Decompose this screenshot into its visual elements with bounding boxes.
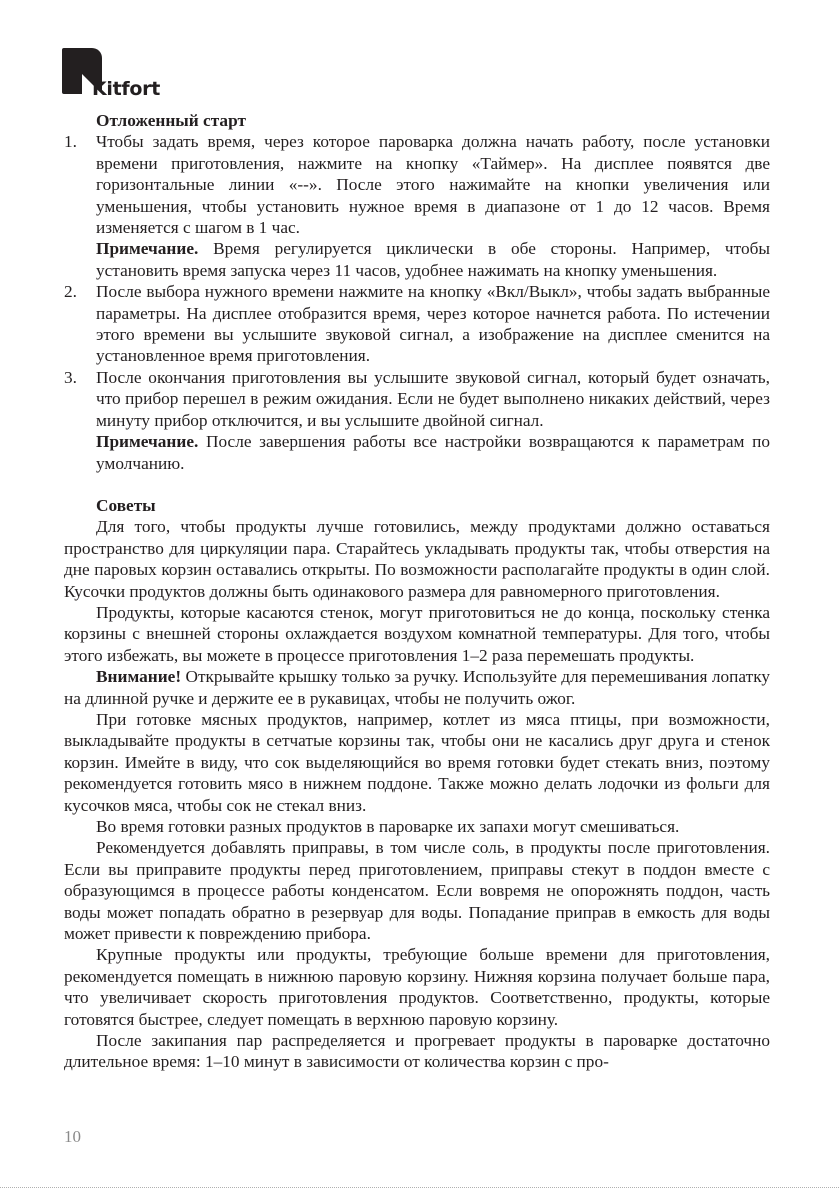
- note-label: Примечание.: [96, 239, 199, 259]
- note-text: Время регулируется циклически в обе стороны. Например, чтобы установить время запуска через 11 часов, удобнее нажимать на кнопку уменьшения.: [96, 239, 770, 280]
- tips-paragraph: Продукты, которые касаются стенок, могут приготовиться не до конца, поскольку стенка корзины с внешней стороны охлаждается воздухом комнатной температуры. Для того, чтобы этого избежать, вы можете в процессе приготовления 1–2 раза перемешать продукты.: [64, 602, 770, 665]
- tips-paragraph: Рекомендуется добавлять приправы, в том числе соль, в продукты после приготовления. Если вы приправите продукты перед приготовлением, приправы стекут в поддон вместе с образующимся в процессе работы конденсатом. Если вовремя не опорожнять поддон, часть воды может попадать обратно в резервуар для воды. Попадание приправ в емкость для воды может привести к повреждению прибора.: [64, 838, 770, 944]
- tips-paragraph: Крупные продукты или продукты, требующие больше времени для приготовления, рекомендуется помещать в нижнюю паровую корзину. Нижняя корзина получает больше пара, что увеличивает скорость приготовления продуктов. Соответственно, продукты, которые готовятся быстрее, следует помещать в верхнюю паровую корзину.: [64, 945, 770, 1029]
- step-number: 1.: [64, 132, 77, 152]
- tips-warning-paragraph: [64, 666, 770, 709]
- tips-paragraph: Во время готовки разных продуктов в пароварке их запахи могут смешиваться.: [96, 817, 680, 836]
- step-number: 3.: [64, 367, 77, 387]
- tips-paragraph: После закипания пар распределяется и прогревает продукты в пароварке достаточно длительное время: 1–10 минут в зависимости от количества корзин с про-: [64, 1031, 770, 1072]
- section-heading-delayed-start: Отложенный старт: [96, 111, 246, 130]
- list-item: [64, 367, 770, 474]
- warning-label: Внимание!: [96, 667, 182, 687]
- brand-name: Kitfort: [92, 78, 160, 100]
- list-item: [64, 131, 770, 281]
- step-text: Чтобы задать время, через которое пароварка должна начать работу, после установки времени приготовления, нажмите на кнопку «Таймер». На дисплее появятся две горизонтальные линии «--». После этого нажимайте на кнопки увеличения или уменьшения, чтобы установить нужное время в диапазоне от 1 до 12 часов. Время изменяется с шагом в 1 час.: [96, 132, 770, 238]
- step-note: [96, 238, 770, 281]
- note-label: Примечание.: [96, 432, 199, 452]
- tips-paragraph: Для того, чтобы продукты лучше готовились, между продуктами должно оставаться пространство для циркуляции пара. Старайтесь укладывать продукты так, чтобы отверстия на дне паровых корзин оставались открыты. По возможности располагайте продукты в один слой. Кусочки продуктов должны быть одинакового размера для равномерного приготовления.: [64, 517, 770, 601]
- step-number: 2.: [64, 282, 77, 302]
- step-text: После окончания приготовления вы услышите звуковой сигнал, который будет означать, что прибор перешел в режим ожидания. Если не будет выполнено никаких действий, через минуту прибор отключится, и вы услышите двойной сигнал.: [96, 367, 770, 430]
- page-number: 10: [64, 1127, 81, 1146]
- step-note: [96, 431, 770, 474]
- tips-paragraph: При готовке мясных продуктов, например, котлет из мяса птицы, при возможности, выкладывайте продукты в сетчатые корзины так, чтобы они не касались друг друга и стенок корзин. Имейте в виду, что сок выделяющийся во время готовки будет стекать вниз, поэтому рекомендуется готовить мясо в нижнем поддоне. Также можно делать лодочки из фольги для кусочков мяса, чтобы сок не стекал вниз.: [64, 709, 770, 815]
- note-text: После завершения работы все настройки возвращаются к параметрам по умолчанию.: [96, 432, 770, 473]
- step-text: После выбора нужного времени нажмите на кнопку «Вкл/Выкл», чтобы задать выбранные параметры. На дисплее отобразится время, через которое начнется работа. По истечении этого времени вы услышите звуковой сигнал, а изображение на дисплее сменится на установленное время приготовления.: [96, 282, 770, 366]
- delayed-start-steps: [64, 131, 770, 474]
- bottom-divider: [0, 1187, 839, 1188]
- section-heading-tips: Советы: [96, 495, 156, 515]
- page-content: [64, 110, 770, 1073]
- warning-text: Открывайте крышку только за ручку. Используйте для перемешивания лопатку на длинной ручке и держите ее в рукавицах, чтобы не получить ожог.: [64, 667, 770, 708]
- list-item: [64, 281, 770, 367]
